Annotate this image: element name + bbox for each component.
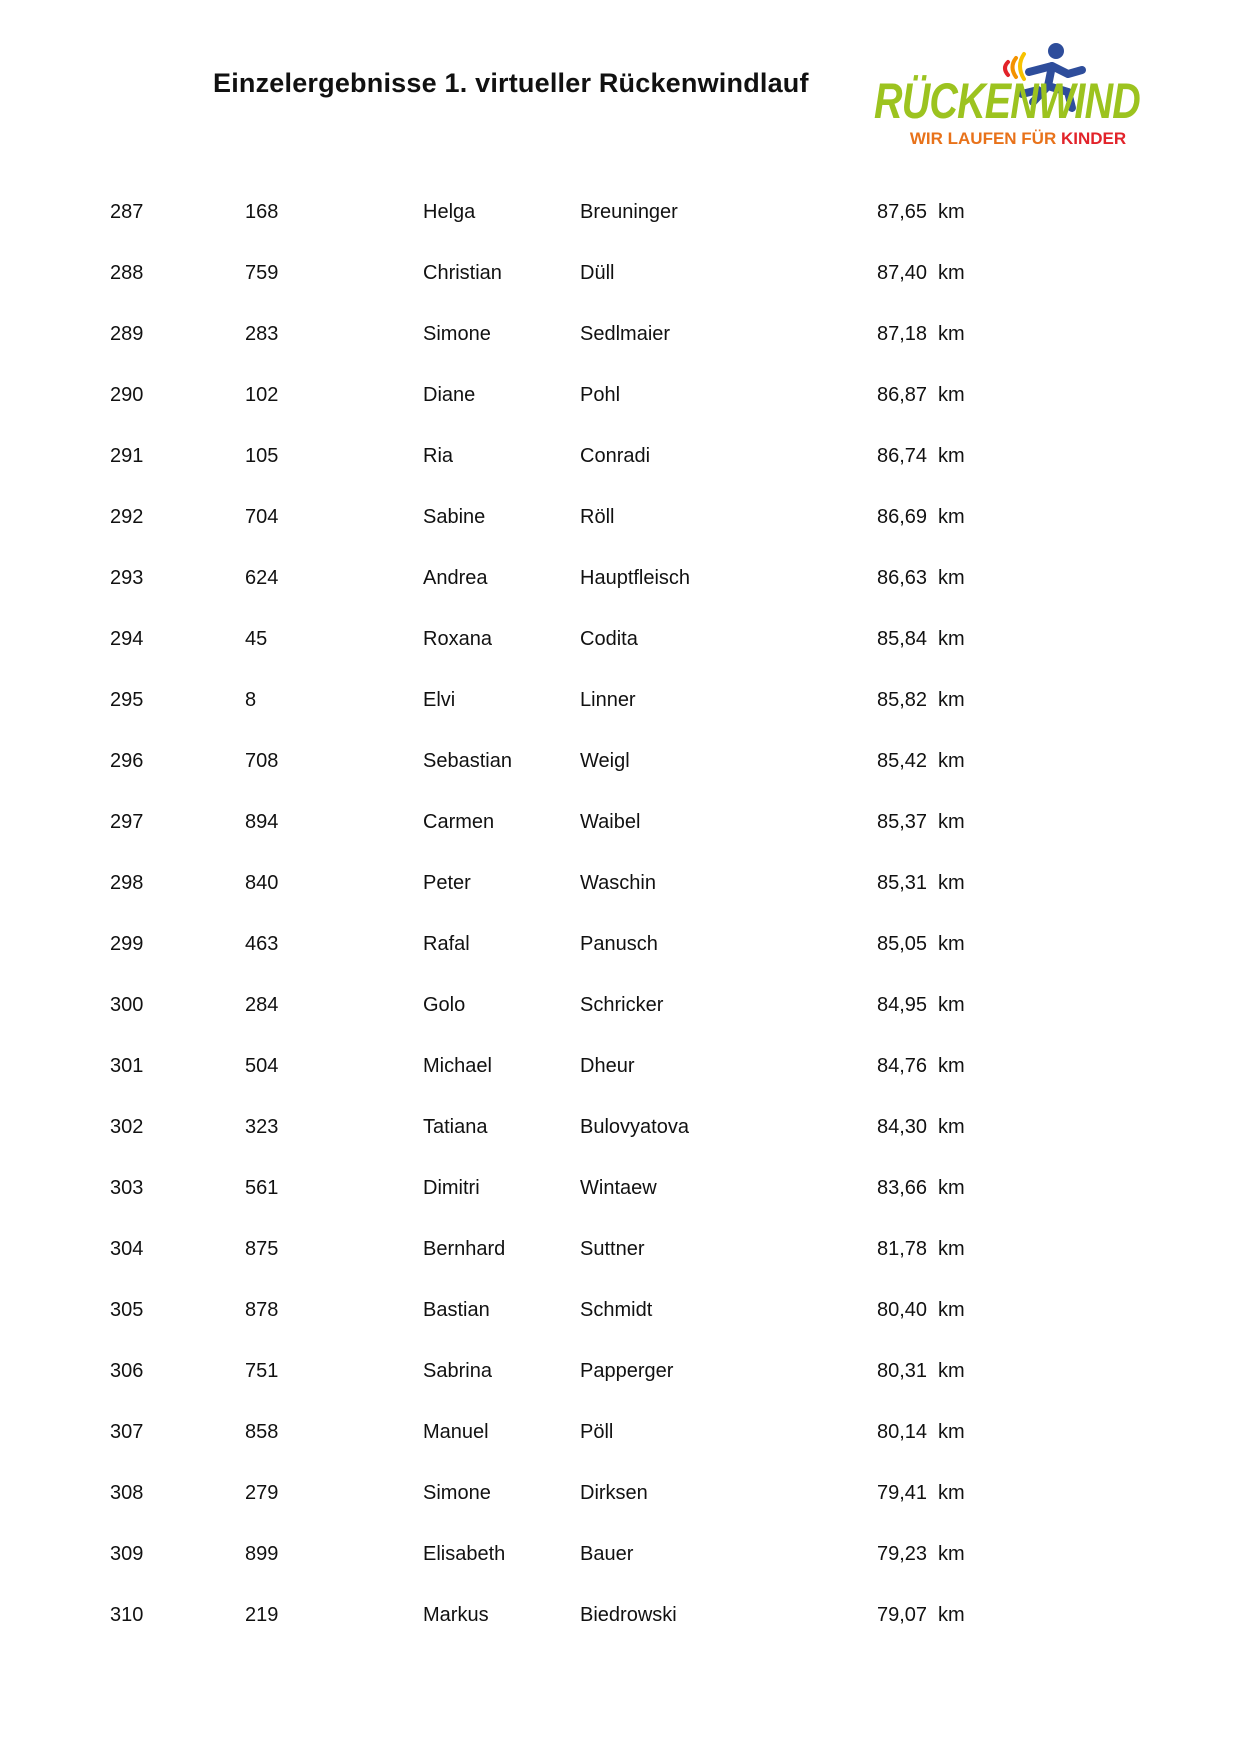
result-row <box>0 1341 1240 1402</box>
first-name-cell: Tatiana <box>423 1116 488 1138</box>
bib-number-cell: 875 <box>245 1238 279 1260</box>
unit-cell: km <box>938 506 965 528</box>
rank-cell: 308 <box>110 1482 144 1504</box>
result-row <box>0 731 1240 792</box>
rueckenwind-logo <box>868 40 1146 162</box>
distance-cell: 80,14 <box>877 1421 928 1443</box>
unit-cell: km <box>938 201 965 223</box>
distance-cell: 79,23 <box>877 1543 928 1565</box>
distance-cell: 85,42 <box>877 750 928 772</box>
bib-number-cell: 704 <box>245 506 279 528</box>
last-name-cell: Schmidt <box>580 1299 653 1321</box>
distance-cell: 85,05 <box>877 933 928 955</box>
distance-cell: 87,65 <box>877 201 928 223</box>
unit-cell: km <box>938 323 965 345</box>
unit-cell: km <box>938 1604 965 1626</box>
unit-cell: km <box>938 1238 965 1260</box>
last-name-cell: Pöll <box>580 1421 614 1443</box>
last-name-cell: Biedrowski <box>580 1604 677 1626</box>
last-name-cell: Suttner <box>580 1238 645 1260</box>
bib-number-cell: 323 <box>245 1116 279 1138</box>
last-name-cell: Düll <box>580 262 615 284</box>
first-name-cell: Elisabeth <box>423 1543 506 1565</box>
result-row <box>0 1097 1240 1158</box>
result-row <box>0 914 1240 975</box>
result-row <box>0 487 1240 548</box>
rank-cell: 297 <box>110 811 144 833</box>
first-name-cell: Sebastian <box>423 750 512 772</box>
first-name-cell: Peter <box>423 872 471 894</box>
last-name-cell: Panusch <box>580 933 658 955</box>
distance-cell: 87,40 <box>877 262 928 284</box>
rank-cell: 310 <box>110 1604 144 1626</box>
distance-cell: 86,87 <box>877 384 928 406</box>
logo-tagline <box>910 129 1126 148</box>
bib-number-cell: 561 <box>245 1177 279 1199</box>
bib-number-cell: 504 <box>245 1055 279 1077</box>
rank-cell: 294 <box>110 628 144 650</box>
distance-cell: 86,63 <box>877 567 928 589</box>
unit-cell: km <box>938 567 965 589</box>
bib-number-cell: 840 <box>245 872 279 894</box>
results-list <box>0 182 1240 1646</box>
rank-cell: 303 <box>110 1177 144 1199</box>
rank-cell: 298 <box>110 872 144 894</box>
result-row <box>0 670 1240 731</box>
distance-cell: 80,31 <box>877 1360 928 1382</box>
rank-cell: 292 <box>110 506 144 528</box>
unit-cell: km <box>938 872 965 894</box>
bib-number-cell: 751 <box>245 1360 279 1382</box>
bib-number-cell: 899 <box>245 1543 279 1565</box>
unit-cell: km <box>938 262 965 284</box>
unit-cell: km <box>938 689 965 711</box>
rank-cell: 293 <box>110 567 144 589</box>
rank-cell: 291 <box>110 445 144 467</box>
rank-cell: 295 <box>110 689 144 711</box>
result-row <box>0 1585 1240 1646</box>
distance-cell: 84,95 <box>877 994 928 1016</box>
distance-cell: 87,18 <box>877 323 928 345</box>
first-name-cell: Manuel <box>423 1421 489 1443</box>
logo-tagline-accent: KINDER <box>1060 129 1127 148</box>
result-row <box>0 1463 1240 1524</box>
bib-number-cell: 759 <box>245 262 279 284</box>
last-name-cell: Waschin <box>580 872 656 894</box>
bib-number-cell: 284 <box>245 994 279 1016</box>
rank-cell: 307 <box>110 1421 144 1443</box>
first-name-cell: Michael <box>423 1055 492 1077</box>
unit-cell: km <box>938 1116 965 1138</box>
last-name-cell: Hauptfleisch <box>580 567 691 589</box>
unit-cell: km <box>938 933 965 955</box>
last-name-cell: Schricker <box>580 994 664 1016</box>
first-name-cell: Roxana <box>423 628 492 650</box>
first-name-cell: Ria <box>423 445 454 467</box>
first-name-cell: Simone <box>423 323 491 345</box>
page-title: Einzelergebnisse 1. virtueller Rückenwindlauf <box>213 68 809 99</box>
last-name-cell: Codita <box>580 628 638 650</box>
rank-cell: 288 <box>110 262 144 284</box>
rank-cell: 304 <box>110 1238 144 1260</box>
bib-number-cell: 102 <box>245 384 279 406</box>
distance-cell: 86,69 <box>877 506 928 528</box>
bib-number-cell: 8 <box>245 689 257 711</box>
result-row <box>0 243 1240 304</box>
distance-cell: 79,41 <box>877 1482 928 1504</box>
first-name-cell: Sabrina <box>423 1360 492 1382</box>
first-name-cell: Carmen <box>423 811 495 833</box>
bib-number-cell: 283 <box>245 323 279 345</box>
first-name-cell: Andrea <box>423 567 488 589</box>
unit-cell: km <box>938 445 965 467</box>
last-name-cell: Conradi <box>580 445 651 467</box>
result-row <box>0 1158 1240 1219</box>
unit-cell: km <box>938 750 965 772</box>
unit-cell: km <box>938 628 965 650</box>
last-name-cell: Weigl <box>580 750 630 772</box>
unit-cell: km <box>938 384 965 406</box>
result-row <box>0 182 1240 243</box>
distance-cell: 85,84 <box>877 628 928 650</box>
bib-number-cell: 219 <box>245 1604 279 1626</box>
unit-cell: km <box>938 1482 965 1504</box>
last-name-cell: Dirksen <box>580 1482 648 1504</box>
distance-cell: 84,76 <box>877 1055 928 1077</box>
rank-cell: 309 <box>110 1543 144 1565</box>
last-name-cell: Wintaew <box>580 1177 657 1199</box>
result-row <box>0 792 1240 853</box>
rank-cell: 299 <box>110 933 144 955</box>
bib-number-cell: 279 <box>245 1482 279 1504</box>
result-row <box>0 1524 1240 1585</box>
unit-cell: km <box>938 1299 965 1321</box>
last-name-cell: Bulovyatova <box>580 1116 689 1138</box>
last-name-cell: Linner <box>580 689 636 711</box>
result-row <box>0 1219 1240 1280</box>
first-name-cell: Helga <box>423 201 476 223</box>
last-name-cell: Dheur <box>580 1055 635 1077</box>
first-name-cell: Simone <box>423 1482 491 1504</box>
unit-cell: km <box>938 994 965 1016</box>
first-name-cell: Markus <box>423 1604 489 1626</box>
distance-cell: 85,82 <box>877 689 928 711</box>
result-row <box>0 609 1240 670</box>
rank-cell: 300 <box>110 994 144 1016</box>
bib-number-cell: 894 <box>245 811 279 833</box>
rank-cell: 290 <box>110 384 144 406</box>
distance-cell: 83,66 <box>877 1177 928 1199</box>
first-name-cell: Elvi <box>423 689 456 711</box>
first-name-cell: Rafal <box>423 933 470 955</box>
unit-cell: km <box>938 1421 965 1443</box>
bib-number-cell: 105 <box>245 445 279 467</box>
rank-cell: 306 <box>110 1360 144 1382</box>
result-row <box>0 975 1240 1036</box>
last-name-cell: Papperger <box>580 1360 674 1382</box>
unit-cell: km <box>938 1360 965 1382</box>
unit-cell: km <box>938 1177 965 1199</box>
logo-tagline-main: WIR LAUFEN FÜR <box>909 129 1061 148</box>
unit-cell: km <box>938 1543 965 1565</box>
last-name-cell: Waibel <box>580 811 641 833</box>
distance-cell: 79,07 <box>877 1604 928 1626</box>
first-name-cell: Bastian <box>423 1299 490 1321</box>
first-name-cell: Sabine <box>423 506 486 528</box>
first-name-cell: Bernhard <box>423 1238 506 1260</box>
result-row <box>0 426 1240 487</box>
rank-cell: 296 <box>110 750 144 772</box>
distance-cell: 86,74 <box>877 445 928 467</box>
bib-number-cell: 624 <box>245 567 279 589</box>
bib-number-cell: 708 <box>245 750 279 772</box>
rank-cell: 305 <box>110 1299 144 1321</box>
result-row <box>0 853 1240 914</box>
first-name-cell: Golo <box>423 994 466 1016</box>
result-row <box>0 365 1240 426</box>
result-row <box>0 304 1240 365</box>
last-name-cell: Sedlmaier <box>580 323 671 345</box>
last-name-cell: Pohl <box>580 384 621 406</box>
logo-wordmark: RÜCKENWIND <box>874 73 1140 129</box>
first-name-cell: Christian <box>423 262 502 284</box>
distance-cell: 84,30 <box>877 1116 928 1138</box>
result-row <box>0 1036 1240 1097</box>
bib-number-cell: 168 <box>245 201 279 223</box>
last-name-cell: Breuninger <box>580 201 678 223</box>
bib-number-cell: 45 <box>245 628 268 650</box>
rank-cell: 302 <box>110 1116 144 1138</box>
bib-number-cell: 878 <box>245 1299 279 1321</box>
bib-number-cell: 463 <box>245 933 279 955</box>
first-name-cell: Diane <box>423 384 476 406</box>
unit-cell: km <box>938 811 965 833</box>
distance-cell: 85,37 <box>877 811 928 833</box>
last-name-cell: Bauer <box>580 1543 634 1565</box>
distance-cell: 80,40 <box>877 1299 928 1321</box>
rank-cell: 287 <box>110 201 144 223</box>
distance-cell: 81,78 <box>877 1238 928 1260</box>
first-name-cell: Dimitri <box>423 1177 480 1199</box>
unit-cell: km <box>938 1055 965 1077</box>
bib-number-cell: 858 <box>245 1421 279 1443</box>
rank-cell: 289 <box>110 323 144 345</box>
distance-cell: 85,31 <box>877 872 928 894</box>
result-row <box>0 1280 1240 1341</box>
last-name-cell: Röll <box>580 506 615 528</box>
result-row <box>0 1402 1240 1463</box>
result-row <box>0 548 1240 609</box>
rank-cell: 301 <box>110 1055 144 1077</box>
